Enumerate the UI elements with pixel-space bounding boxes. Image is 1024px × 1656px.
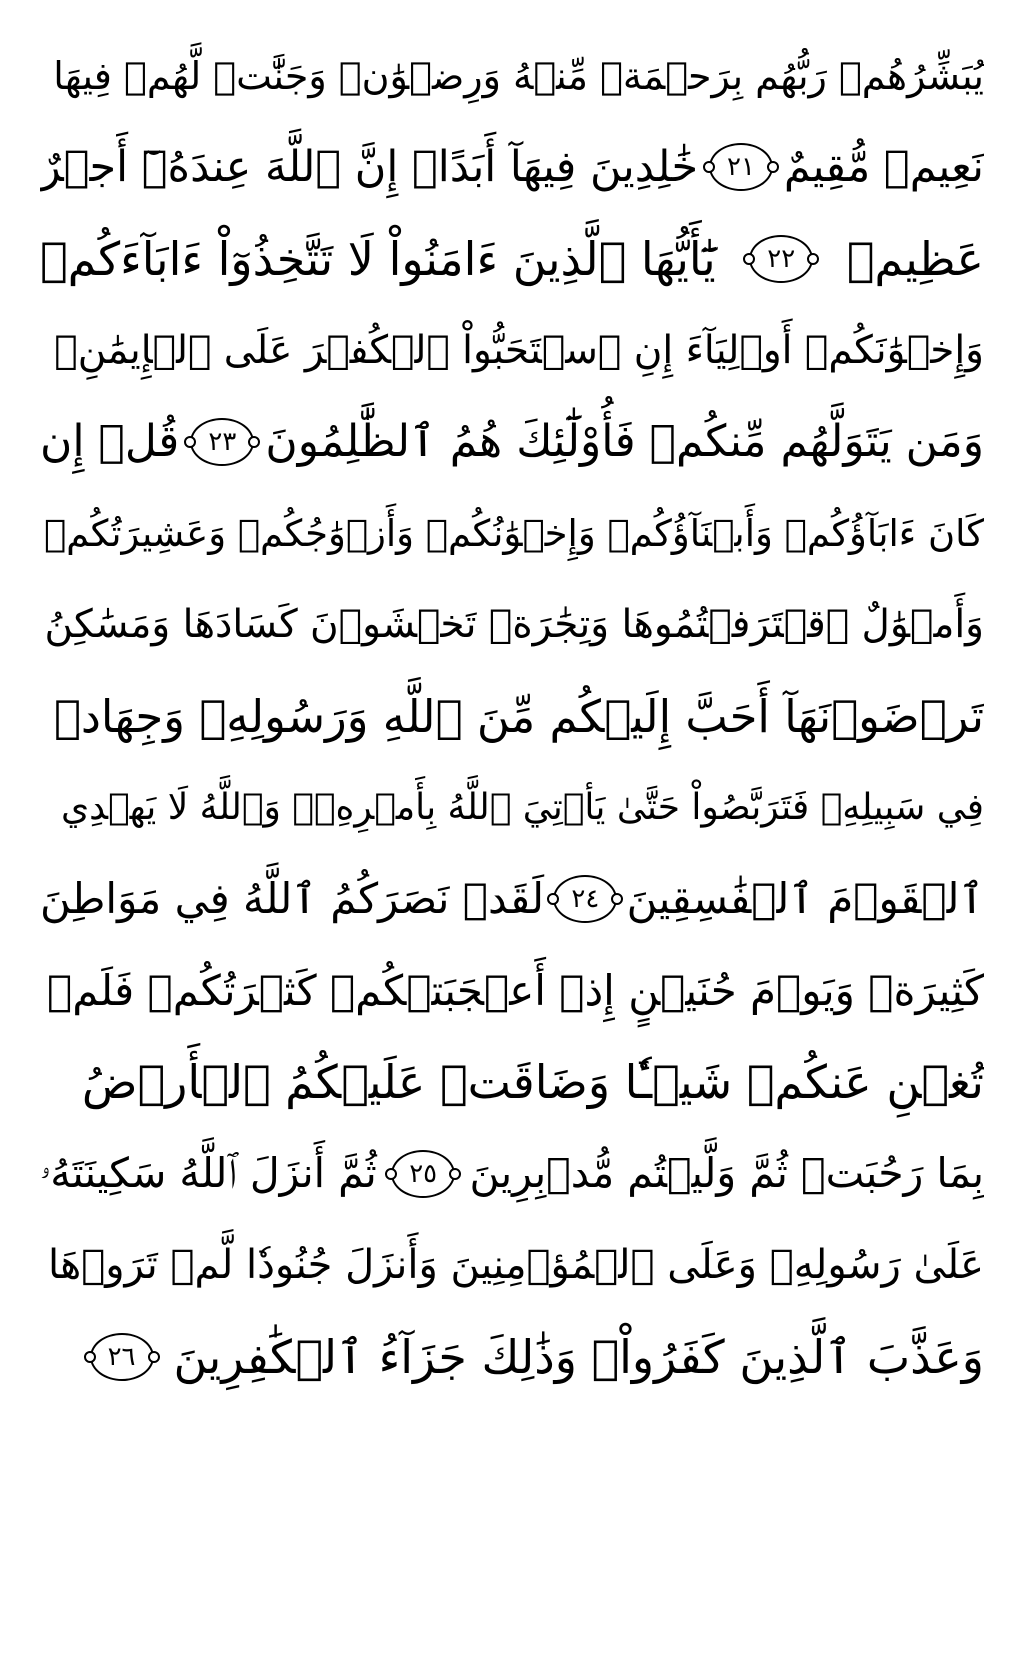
text-line [40, 1220, 984, 1312]
verse-text: تَرۡضَوۡنَهَآ أَحَبَّ إِلَيۡكُم مِّنَ ٱللَّهِ وَرَسُولِهِۦ وَجِهَادٖ [53, 689, 984, 743]
verse-text: ثُمَّ أَنزَلَ ٱللَّهُ سَكِينَتَهُۥ [40, 1149, 377, 1198]
text-line [40, 1128, 984, 1220]
ayah-number-marker: ٢٦ [90, 1333, 154, 1381]
verse-text: وَإِخۡوَٰنَكُمۡ أَوۡلِيَآءَ إِنِ ٱسۡتَحَبُّواْ ٱلۡكُفۡرَ عَلَى ٱلۡإِيمَٰنِۚ [54, 327, 984, 373]
verse-text: كَانَ ءَابَآؤُكُمۡ وَأَبۡنَآؤُكُمۡ وَإِخۡوَٰنُكُمۡ وَأَزۡوَٰجُكُمۡ وَعَشِيرَتُكُمۡ [43, 511, 984, 555]
verse-text: عَلَىٰ رَسُولِهِۦ وَعَلَى ٱلۡمُؤۡمِنِينَ وَأَنزَلَ جُنُودٗا لَّمۡ تَرَوۡهَا [47, 1242, 984, 1289]
verse-text: وَمَن يَتَوَلَّهُم مِّنكُمۡ فَأُوْلَٰٓئِكَ هُمُ ٱلظَّٰلِمُونَ [265, 415, 984, 467]
text-line [40, 30, 984, 122]
ayah-number-marker: ٢٣ [190, 418, 254, 466]
text-line [40, 1037, 984, 1129]
verse-text: يَٰٓأَيُّهَا ٱلَّذِينَ ءَامَنُواْ لَا تَتَّخِذُوٓاْ ءَابَآءَكُمۡ [40, 231, 716, 286]
ayah-number-marker: ٢٢ [749, 235, 813, 283]
text-line [40, 854, 984, 946]
verse-text: قُلۡ إِن [40, 415, 180, 467]
text-line [40, 762, 984, 854]
verse-text: تُغۡنِ عَنكُمۡ شَيۡـٔٗا وَضَاقَتۡ عَلَيۡكُمُ ٱلۡأَرۡضُ [81, 1055, 984, 1110]
ayah-number-marker: ٢١ [709, 143, 773, 191]
verse-text: نَعِيمٞ مُّقِيمٌ [783, 141, 984, 192]
text-line [40, 488, 984, 580]
text-line [40, 122, 984, 214]
verse-text: عَظِيمٞ [846, 231, 984, 286]
ayah-number-marker: ٢٤ [553, 875, 617, 923]
text-line [40, 671, 984, 763]
verse-text: يُبَشِّرُهُمۡ رَبُّهُم بِرَحۡمَةٖ مِّنۡهُ وَرِضۡوَٰنٖ وَجَنَّٰتٖ لَّهُمۡ فِيهَا [53, 53, 984, 98]
text-line [40, 305, 984, 397]
text-line [40, 213, 984, 305]
text-line [40, 945, 984, 1037]
text-line [40, 1311, 984, 1403]
verse-text: فِي سَبِيلِهِۦ فَتَرَبَّصُواْ حَتَّىٰ يَأۡتِيَ ٱللَّهُ بِأَمۡرِهِۦۗ وَٱللَّهُ لَا يَهۡدِي [60, 786, 984, 828]
verse-text: وَعَذَّبَ ٱلَّذِينَ كَفَرُواْۚ وَذَٰلِكَ جَزَآءُ ٱلۡكَٰفِرِينَ [173, 1329, 984, 1384]
verse-text: بِمَا رَحُبَتۡ ثُمَّ وَلَّيۡتُم مُّدۡبِرِينَ [469, 1149, 984, 1198]
text-line [40, 396, 984, 488]
text-line [40, 579, 984, 671]
verse-text: لَقَدۡ نَصَرَكُمُ ٱللَّهُ فِي مَوَاطِنَ [40, 874, 545, 924]
verse-text: خَٰلِدِينَ فِيهَآ أَبَدًاۚ إِنَّ ٱللَّهَ عِندَهُۥٓ أَجۡرٌ [40, 141, 699, 192]
verse-text: كَثِيرَةٖ وَيَوۡمَ حُنَيۡنٍ إِذۡ أَعۡجَبَتۡكُمۡ كَثۡرَتُكُمۡ فَلَمۡ [47, 965, 984, 1015]
verse-text: وَأَمۡوَٰلٌ ٱقۡتَرَفۡتُمُوهَا وَتِجَٰرَةٞ تَخۡشَوۡنَ كَسَادَهَا وَمَسَٰكِنُ [44, 602, 984, 648]
ayah-number-marker: ٢٥ [391, 1150, 455, 1198]
verse-text: ٱلۡقَوۡمَ ٱلۡفَٰسِقِينَ [626, 874, 984, 924]
